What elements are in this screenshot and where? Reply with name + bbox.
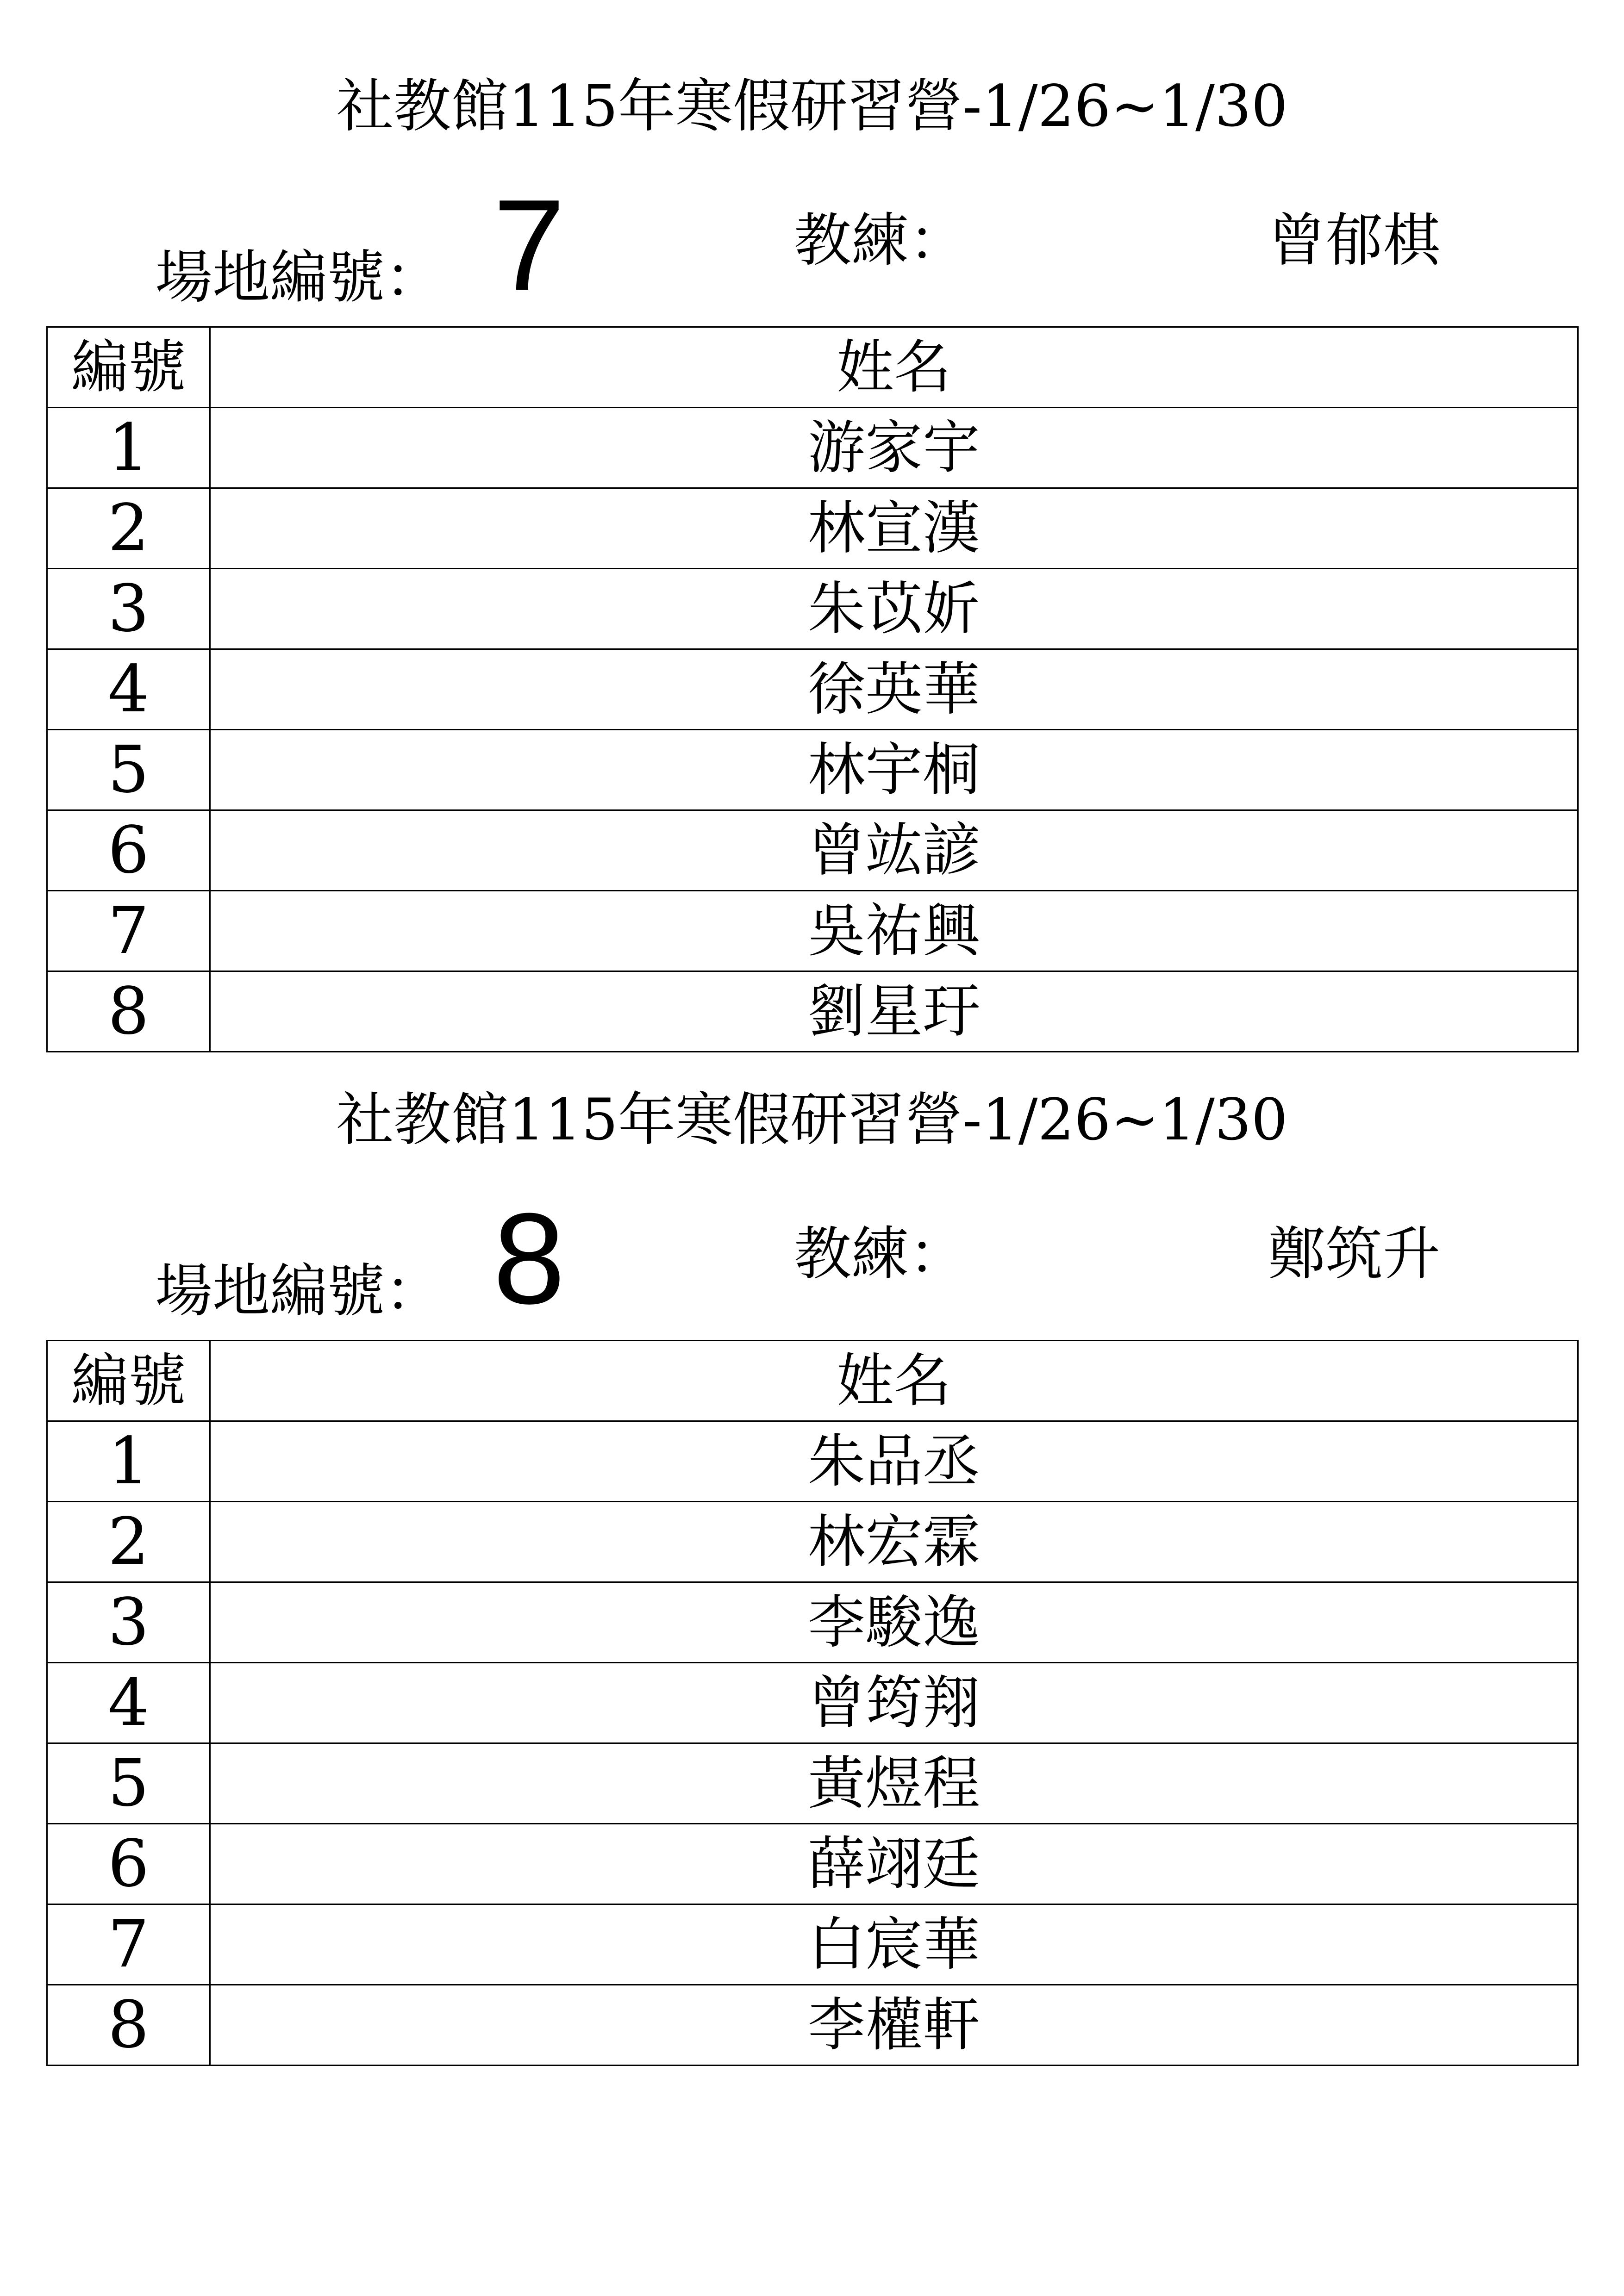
table-row bbox=[47, 488, 1578, 569]
venue-label: 場地編號： bbox=[155, 244, 443, 311]
row-number: 5 bbox=[47, 1743, 210, 1824]
table-row bbox=[47, 1582, 1578, 1663]
row-number: 7 bbox=[47, 1904, 210, 1985]
venue-number: 8 bbox=[493, 1187, 565, 1331]
roster-table bbox=[46, 1340, 1579, 2066]
table-row bbox=[47, 810, 1578, 891]
row-number: 3 bbox=[47, 569, 210, 649]
student-name: 吳祐興 bbox=[210, 891, 1578, 971]
table-row bbox=[47, 730, 1578, 810]
row-number: 4 bbox=[47, 649, 210, 730]
header-name: 姓名 bbox=[210, 1341, 1578, 1421]
row-number: 6 bbox=[47, 810, 210, 891]
table-row bbox=[47, 408, 1578, 488]
sheet-title: 社教館115年寒假研習營-1/26~1/30 bbox=[336, 73, 1288, 140]
header-number: 編號 bbox=[47, 327, 210, 408]
student-name: 白宸華 bbox=[210, 1904, 1578, 1985]
table-row bbox=[47, 1502, 1578, 1582]
student-name: 曾筠翔 bbox=[210, 1663, 1578, 1743]
table-row bbox=[47, 1663, 1578, 1743]
row-number: 8 bbox=[47, 971, 210, 1052]
row-number: 7 bbox=[47, 891, 210, 971]
table-row bbox=[47, 569, 1578, 649]
header-name: 姓名 bbox=[210, 327, 1578, 408]
row-number: 2 bbox=[47, 1502, 210, 1582]
coach-name: 鄭筑升 bbox=[1268, 1221, 1440, 1288]
coach-label: 教練： bbox=[794, 207, 967, 274]
student-name: 朱苡妡 bbox=[210, 569, 1578, 649]
row-number: 6 bbox=[47, 1824, 210, 1904]
student-name: 李權軒 bbox=[210, 1985, 1578, 2066]
table-row bbox=[47, 1985, 1578, 2066]
table-row bbox=[47, 1421, 1578, 1502]
student-name: 劉星玗 bbox=[210, 971, 1578, 1052]
header-number: 編號 bbox=[47, 1341, 210, 1421]
table-header-row bbox=[47, 1341, 1578, 1421]
student-name: 朱品丞 bbox=[210, 1421, 1578, 1502]
venue-label: 場地編號： bbox=[155, 1258, 443, 1325]
row-number: 2 bbox=[47, 488, 210, 569]
roster-table bbox=[46, 326, 1579, 1052]
table-row bbox=[47, 891, 1578, 971]
student-name: 薛翊廷 bbox=[210, 1824, 1578, 1904]
student-name: 林宏霖 bbox=[210, 1502, 1578, 1582]
row-number: 1 bbox=[47, 408, 210, 488]
student-name: 黃煜程 bbox=[210, 1743, 1578, 1824]
table-header-row bbox=[47, 327, 1578, 408]
row-number: 8 bbox=[47, 1985, 210, 2066]
student-name: 李駿逸 bbox=[210, 1582, 1578, 1663]
student-name: 徐英華 bbox=[210, 649, 1578, 730]
coach-name: 曾郁棋 bbox=[1268, 207, 1440, 274]
student-name: 林宣漢 bbox=[210, 488, 1578, 569]
row-number: 3 bbox=[47, 1582, 210, 1663]
row-number: 5 bbox=[47, 730, 210, 810]
table-row bbox=[47, 1904, 1578, 1985]
venue-number: 7 bbox=[493, 173, 565, 317]
row-number: 4 bbox=[47, 1663, 210, 1743]
student-name: 曾竑諺 bbox=[210, 810, 1578, 891]
coach-label: 教練： bbox=[794, 1221, 967, 1288]
row-number: 1 bbox=[47, 1421, 210, 1502]
student-name: 林宇桐 bbox=[210, 730, 1578, 810]
student-name: 游家宇 bbox=[210, 408, 1578, 488]
table-row bbox=[47, 1824, 1578, 1904]
table-row bbox=[47, 1743, 1578, 1824]
sheet-title: 社教館115年寒假研習營-1/26~1/30 bbox=[336, 1087, 1288, 1153]
table-row bbox=[47, 649, 1578, 730]
table-row bbox=[47, 971, 1578, 1052]
